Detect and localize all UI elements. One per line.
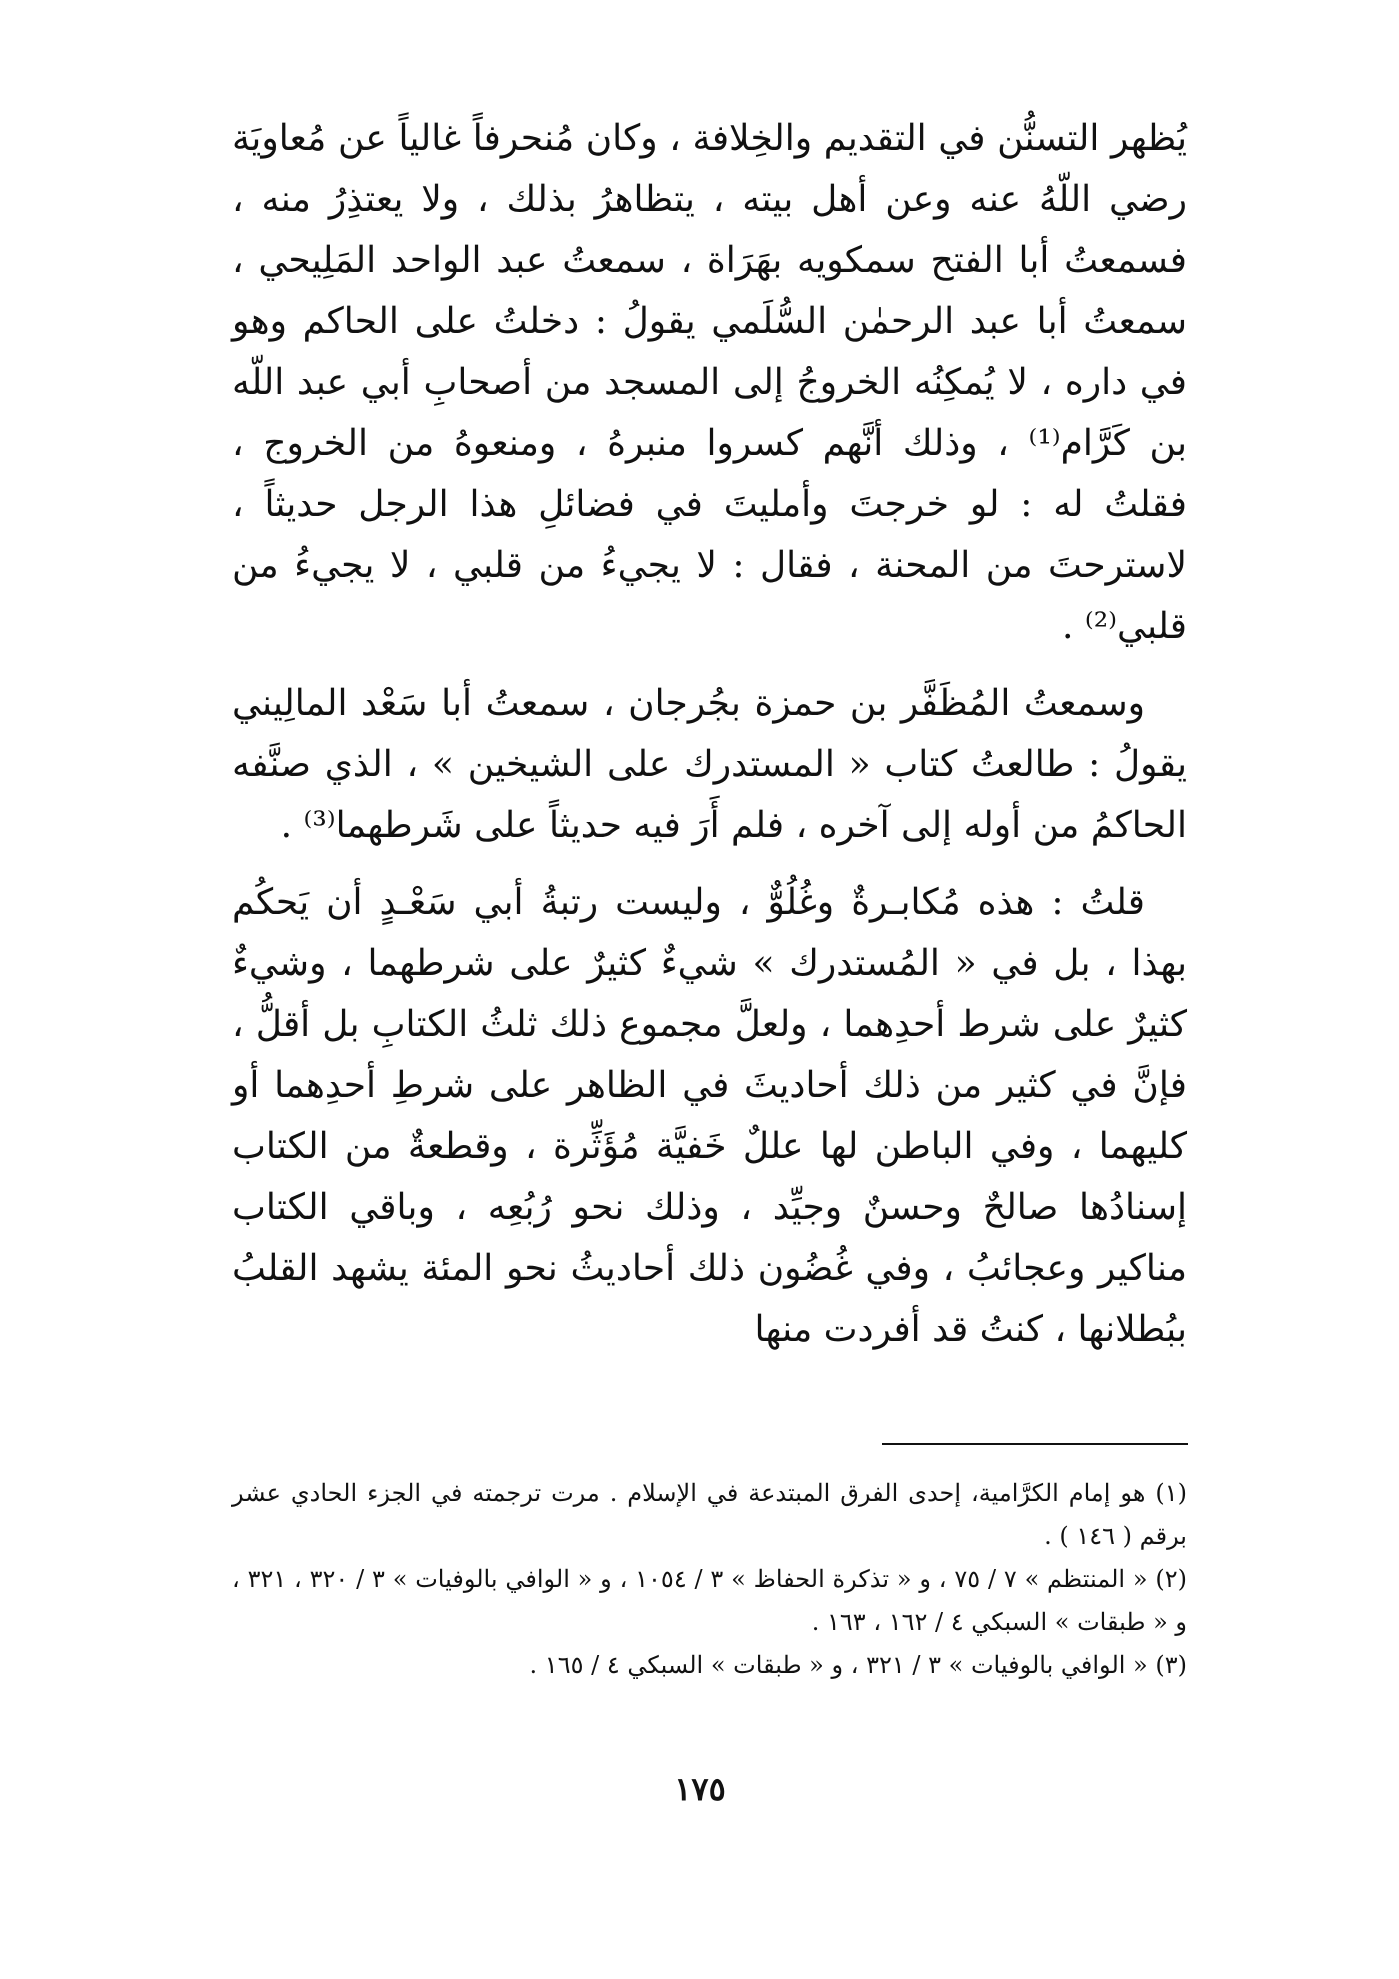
main-text — [232, 108, 1187, 1376]
footnote-1: (١) هو إمام الكرَّامية، إحدى الفرق المبتدعة في الإسلام . مرت ترجمته في الجزء الحادي عشر برقم ( ١٤٦ ) . — [232, 1479, 1187, 1550]
footnote-divider — [882, 1443, 1188, 1445]
footnote-2: (٢) « المنتظم » ٧ / ٧٥ ، و « تذكرة الحفاظ » ٣ / ١٠٥٤ ، و « الوافي بالوفيات » ٣ / ٣٢٠ ، ٣٢١ ، و « طبقات » السبكي ٤ / ١٦٢ ، ١٦٣ . — [232, 1565, 1188, 1636]
paragraph-2: وسمعتُ المُظَفَّر بن حمزة بجُرجان ، سمعتُ أبا سَعْد المالِيني يقولُ : طالعتُ كتاب « المستدرك على الشيخين » ، الذي صنَّفه الحاكمُ من أوله إلى آخره ، فلم أَرَ فيه حديثاً على شَرطهما⁽³⁾ . — [232, 683, 1187, 846]
footnote-3: (٣) « الوافي بالوفيات » ٣ / ٣٢١ ، و « طبقات » السبكي ٤ / ١٦٥ . — [529, 1651, 1187, 1679]
paragraph-3: قلتُ : هذه مُكابـرةٌ وغُلُوٌّ ، وليست رتبةُ أبي سَعْـدٍ أن يَحكُم بهذا ، بل في « المُستدرك » شيءٌ كثيرٌ على شرطهما ، وشيءٌ كثيرٌ على شرط أحدِهما ، ولعلَّ مجموع ذلك ثلثُ الكتابِ بل أقلُّ ، فإنَّ في كثير من ذلك أحاديثَ في الظاهر على شرطِ أحدِهما أو كليهما ، وفي الباطن لها عللٌ خَفيَّة مُؤَثِّرة ، وقطعةٌ من الكتاب إسنادُها صالحٌ وحسنٌ وجيِّد ، وذلك نحو رُبُعِه ، وباقي الكتاب مناكير وعجائبُ ، وفي غُضُون ذلك أحاديثُ نحو المئة يشهد القلبُ ببُطلانها ، كنتُ قد أفردت منها — [232, 882, 1187, 1350]
page-number: ١٧٥ — [674, 1770, 726, 1808]
footnotes — [232, 1472, 1187, 1687]
paragraph-1: يُظهر التسنُّن في التقديم والخِلافة ، وكان مُنحرفاً غالياً عن مُعاويَة رضي اللّهُ عنه وعن أهل بيته ، يتظاهرُ بذلك ، ولا يعتذِرُ منه ، فسمعتُ أبا الفتح سمكويه بهَرَاة ، سمعتُ عبد الواحد المَلِيحي ، سمعتُ أبا عبد الرحمٰن السُّلَمي يقولُ : دخلتُ على الحاكم وهو في داره ، لا يُمكِنُه الخروجُ إلى المسجد من أصحابِ أبي عبد اللّه بن كَرَّام⁽¹⁾ ، وذلك أنَّهم كسروا منبرهُ ، ومنعوهُ من الخروج ، فقلتُ له : لو خرجتَ وأمليتَ في فضائلِ هذا الرجل حديثاً ، لاسترحتَ من المحنة ، فقال : لا يجيءُ من قلبي ، لا يجيءُ من قلبي⁽²⁾ . — [232, 118, 1188, 647]
